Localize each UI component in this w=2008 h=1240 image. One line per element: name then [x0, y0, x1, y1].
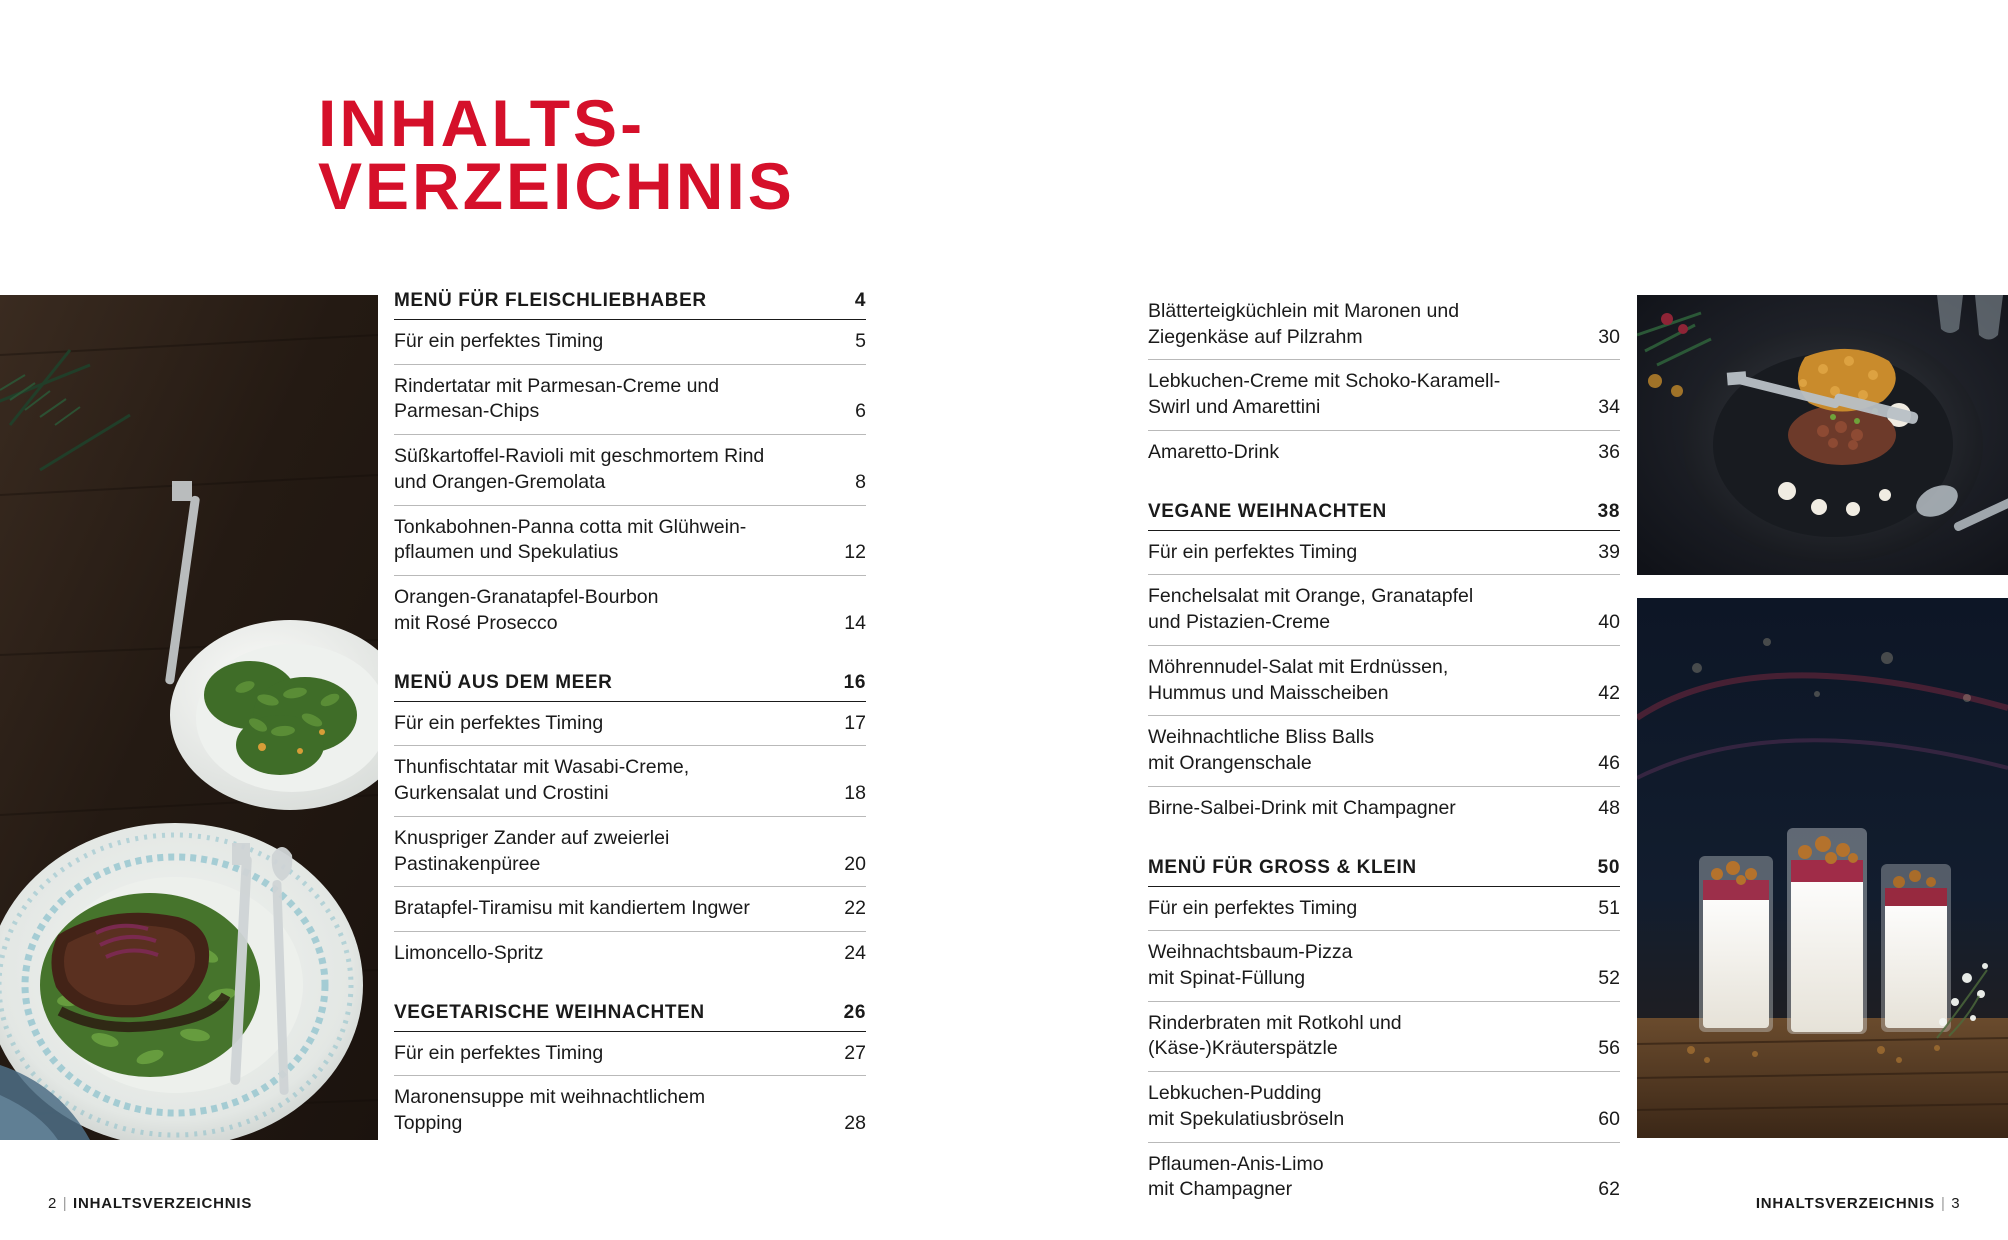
toc-entry-page: 6 — [855, 400, 866, 423]
toc-section-header[interactable] — [394, 672, 866, 702]
toc-entry-label: Amaretto-Drink — [1148, 440, 1280, 463]
toc-entry[interactable] — [394, 320, 866, 365]
toc-entry-label: Für ein perfektes Timing — [394, 1041, 604, 1064]
toc-section-page: 4 — [854, 290, 866, 311]
toc-entry[interactable] — [394, 887, 866, 932]
toc-entry-label: Lebkuchen-Creme mit Schoko-Karamell- Swirl und Amarettini — [1148, 370, 1501, 419]
footer-right — [1756, 1195, 1960, 1212]
toc-section-header[interactable] — [1148, 857, 1620, 887]
toc-entry[interactable] — [1148, 531, 1620, 576]
footer-separator: | — [62, 1195, 68, 1212]
footer-left — [48, 1195, 252, 1212]
toc-entry[interactable] — [394, 1076, 866, 1145]
toc-entry[interactable] — [1148, 360, 1620, 430]
toc-entry[interactable] — [1148, 716, 1620, 786]
toc-entry[interactable] — [1148, 1002, 1620, 1072]
toc-entry[interactable] — [394, 817, 866, 887]
toc-section-label: MENÜ FÜR GROSS & KLEIN — [1148, 856, 1417, 878]
toc-entry-page: 62 — [1598, 1178, 1620, 1201]
toc-entry[interactable] — [1148, 431, 1620, 475]
toc-entry-label: Tonkabohnen-Panna cotta mit Glühwein- pflaumen und Spekulatius — [394, 515, 747, 564]
toc-entry-page: 34 — [1598, 396, 1620, 419]
toc-entry[interactable] — [394, 1032, 866, 1077]
toc-entry-page: 51 — [1598, 896, 1620, 919]
toc-entry-label: Für ein perfektes Timing — [394, 711, 604, 734]
toc-entry[interactable] — [394, 932, 866, 976]
toc-entry[interactable] — [1148, 887, 1620, 932]
toc-entry[interactable] — [1148, 290, 1620, 360]
page-title — [318, 86, 1078, 223]
toc-entry[interactable] — [394, 435, 866, 505]
toc-entry-label: Bratapfel-Tiramisu mit kandiertem Ingwer — [394, 897, 750, 920]
toc-entry-label: Für ein perfektes Timing — [1148, 540, 1358, 563]
toc-entry-label: Limoncello-Spritz — [394, 942, 544, 965]
toc-column-right — [1148, 290, 1620, 1212]
toc-entry-page: 8 — [855, 470, 866, 493]
toc-entry-label: Weihnachtliche Bliss Balls mit Orangenschale — [1148, 726, 1375, 775]
photo-panna-cotta-glasses — [1637, 598, 2008, 1138]
toc-entry-label: Fenchelsalat mit Orange, Granatapfel und Pistazien-Creme — [1148, 585, 1474, 634]
toc-entry[interactable] — [1148, 787, 1620, 831]
toc-entry[interactable] — [1148, 1143, 1620, 1212]
toc-entry-page: 56 — [1598, 1037, 1620, 1060]
footer-separator: | — [1940, 1195, 1946, 1212]
footer-right-label: INHALTSVERZEICHNIS — [1755, 1195, 1935, 1212]
toc-entry-label: Birne-Salbei-Drink mit Champagner — [1148, 796, 1456, 819]
toc-entry-page: 42 — [1598, 681, 1620, 704]
toc-entry-label: Weihnachtsbaum-Pizza mit Spinat-Füllung — [1148, 941, 1353, 990]
toc-entry[interactable] — [394, 506, 866, 576]
toc-section-header[interactable] — [394, 1002, 866, 1032]
photo-tatar-chip — [1637, 295, 2008, 575]
footer-left-page-number: 2 — [48, 1195, 57, 1212]
toc-entry-page: 30 — [1598, 325, 1620, 348]
toc-entry-page: 20 — [844, 852, 866, 875]
toc-entry-page: 52 — [1598, 967, 1620, 990]
toc-entry-label: Maronensuppe mit weihnachtlichem Topping — [394, 1086, 706, 1135]
toc-section-header[interactable] — [1148, 501, 1620, 531]
toc-entry[interactable] — [1148, 1072, 1620, 1142]
toc-entry-label: Blätterteigküchlein mit Maronen und Ziegenkäse auf Pilzrahm — [1148, 300, 1460, 348]
toc-section-page: 26 — [843, 1001, 866, 1023]
toc-column-left — [394, 290, 866, 1146]
toc-entry-label: Knuspriger Zander auf zweierlei Pastinakenpüree — [394, 826, 670, 875]
toc-entry-page: 17 — [844, 711, 866, 734]
toc-entry-page: 48 — [1598, 796, 1620, 819]
toc-entry-page: 40 — [1598, 611, 1620, 634]
footer-right-page-number: 3 — [1951, 1195, 1960, 1212]
toc-entry[interactable] — [394, 365, 866, 435]
page-title-line-2: VERZEICHNIS — [318, 148, 795, 223]
toc-entry-label: Rindertatar mit Parmesan-Creme und Parmesan-Chips — [394, 374, 720, 423]
toc-section-page: 50 — [1597, 856, 1620, 878]
toc-entry-page: 22 — [844, 897, 866, 920]
toc-entry-label: Pflaumen-Anis-Limo mit Champagner — [1148, 1152, 1324, 1201]
toc-entry-label: Für ein perfektes Timing — [1148, 896, 1358, 919]
toc-entry-page: 27 — [844, 1041, 866, 1064]
toc-entry-page: 39 — [1598, 540, 1620, 563]
toc-entry-page: 5 — [855, 330, 866, 352]
toc-entry-page: 24 — [844, 942, 866, 965]
toc-entry-page: 12 — [844, 541, 866, 564]
toc-entry-label: Möhrennudel-Salat mit Erdnüssen, Hummus und Maisscheiben — [1148, 655, 1449, 704]
toc-entry-label: Thunfischtatar mit Wasabi-Creme, Gurkensalat und Crostini — [394, 756, 690, 805]
toc-section-page: 16 — [843, 671, 866, 693]
toc-entry-label: Rinderbraten mit Rotkohl und (Käse-)Kräuterspätzle — [1148, 1011, 1402, 1060]
toc-section-label: VEGANE WEIHNACHTEN — [1148, 500, 1387, 522]
toc-entry-page: 36 — [1598, 440, 1620, 463]
page-title-line-1: INHALTS- — [318, 86, 646, 160]
toc-entry-label: Süßkartoffel-Ravioli mit geschmortem Rind und Orangen-Gremolata — [394, 445, 765, 493]
toc-entry-page: 18 — [844, 782, 866, 805]
toc-section-label: MENÜ AUS DEM MEER — [394, 671, 613, 693]
toc-entry-label: Lebkuchen-Pudding mit Spekulatiusbröseln — [1148, 1082, 1345, 1130]
toc-entry-page: 14 — [844, 611, 866, 634]
toc-section-header[interactable] — [394, 290, 866, 320]
toc-entry[interactable] — [1148, 575, 1620, 645]
toc-entry[interactable] — [1148, 646, 1620, 716]
toc-entry-label: Orangen-Granatapfel-Bourbon mit Rosé Prosecco — [394, 586, 659, 634]
toc-entry-page: 46 — [1598, 752, 1620, 775]
toc-entry-page: 28 — [844, 1112, 866, 1135]
toc-entry-page: 60 — [1598, 1107, 1620, 1130]
toc-entry-label: Für ein perfektes Timing — [394, 330, 604, 352]
photo-steak-spaetzle — [0, 295, 378, 1140]
toc-entry[interactable] — [394, 746, 866, 816]
toc-entry[interactable] — [1148, 931, 1620, 1001]
toc-entry[interactable] — [394, 702, 866, 747]
toc-section-page: 38 — [1597, 500, 1620, 522]
toc-section-label: MENÜ FÜR FLEISCHLIEBHABER — [394, 290, 707, 311]
toc-entry[interactable] — [394, 576, 866, 645]
toc-section-label: VEGETARISCHE WEIHNACHTEN — [394, 1001, 705, 1023]
footer-left-label: INHALTSVERZEICHNIS — [73, 1195, 253, 1212]
